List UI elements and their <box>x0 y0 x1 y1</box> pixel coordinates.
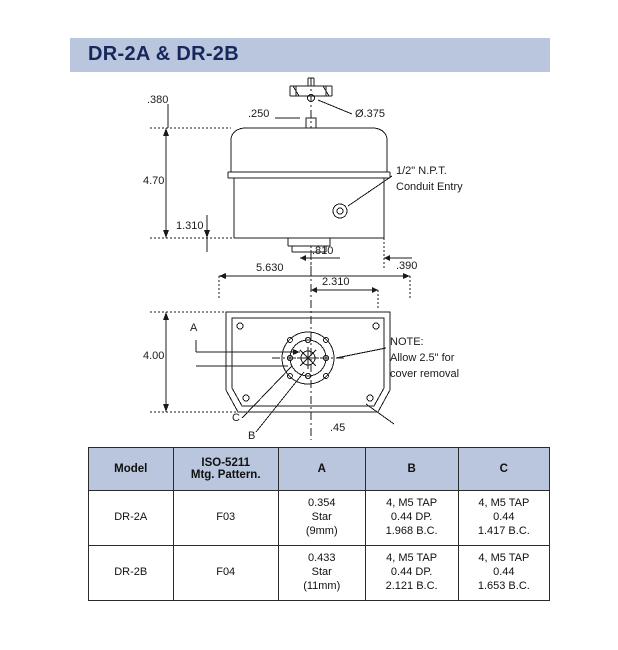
cell-b <box>365 491 458 546</box>
cell-c <box>458 491 549 546</box>
page-title: DR-2A & DR-2B <box>88 43 239 65</box>
cell-a <box>278 546 365 601</box>
dim-right-offset: .390 <box>396 260 418 272</box>
cell-a-line2: Star <box>311 566 332 579</box>
table-row <box>89 491 550 546</box>
note-line2: Allow 2.5" for <box>390 352 455 364</box>
cell-a-line3: (9mm) <box>305 524 338 537</box>
cell-c-line1: 4, M5 TAP <box>478 552 530 565</box>
note-line1: NOTE: <box>390 336 424 348</box>
letter-a-callout: A <box>190 322 198 334</box>
cell-a-line1: 0.433 <box>307 552 336 565</box>
cell-a-line2: Star <box>311 511 332 524</box>
cell-a-line3: (11mm) <box>303 579 341 592</box>
cell-b-line2: 0.44 DP. <box>390 566 433 579</box>
cell-iso: F04 <box>173 546 278 601</box>
cell-model: DR-2B <box>89 546 174 601</box>
cell-c-line2: 0.44 <box>493 511 515 524</box>
cell-c-line3: 1.417 B.C. <box>477 524 530 537</box>
cell-a-line1: 0.354 <box>307 497 336 510</box>
cell-b <box>365 546 458 601</box>
cell-b-line1: 4, M5 TAP <box>386 497 438 510</box>
table-row <box>89 546 550 601</box>
header-a: A <box>278 448 365 491</box>
cell-c <box>458 546 549 601</box>
cell-c-line1: 4, M5 TAP <box>478 497 530 510</box>
dim-overall-height: 4.70 <box>143 175 165 187</box>
dim-pattern-width: 2.310 <box>322 276 350 288</box>
conduit-callout-line1: 1/2" N.P.T. <box>396 165 447 177</box>
header-model: Model <box>89 448 174 491</box>
cell-c-line3: 1.653 B.C. <box>477 579 530 592</box>
note-line3: cover removal <box>390 368 460 380</box>
header-b: B <box>365 448 458 491</box>
dim-shaft-offset: .250 <box>248 108 270 120</box>
cell-a <box>278 491 365 546</box>
header-iso-line2: Mtg. Pattern. <box>190 469 261 481</box>
table-header-row <box>89 448 550 491</box>
header-iso-pattern <box>173 448 278 491</box>
cell-b-line3: 1.968 B.C. <box>385 524 438 537</box>
dim-lower-height: 1.310 <box>176 220 204 232</box>
cell-model: DR-2A <box>89 491 174 546</box>
cell-c-line2: 0.44 <box>493 566 515 579</box>
cell-b-line2: 0.44 DP. <box>390 511 433 524</box>
dim-overall-depth: 4.00 <box>143 350 165 362</box>
letter-b-callout: B <box>248 430 256 442</box>
dim-overall-width: 5.630 <box>256 262 284 274</box>
cell-iso: F03 <box>173 491 278 546</box>
dim-top-left-offset: .380 <box>147 94 169 106</box>
dim-base-offset: .810 <box>312 245 334 257</box>
dim-chamfer-angle: .45 <box>330 422 346 434</box>
header-c: C <box>458 448 549 491</box>
conduit-callout-line2: Conduit Entry <box>396 181 463 193</box>
cell-b-line3: 2.121 B.C. <box>385 579 438 592</box>
header-iso-line1: ISO-5211 <box>201 457 250 469</box>
letter-c-callout: C <box>232 412 240 424</box>
dim-hole-diameter: Ø.375 <box>355 108 385 120</box>
cell-b-line1: 4, M5 TAP <box>386 552 438 565</box>
specification-table <box>88 447 550 601</box>
